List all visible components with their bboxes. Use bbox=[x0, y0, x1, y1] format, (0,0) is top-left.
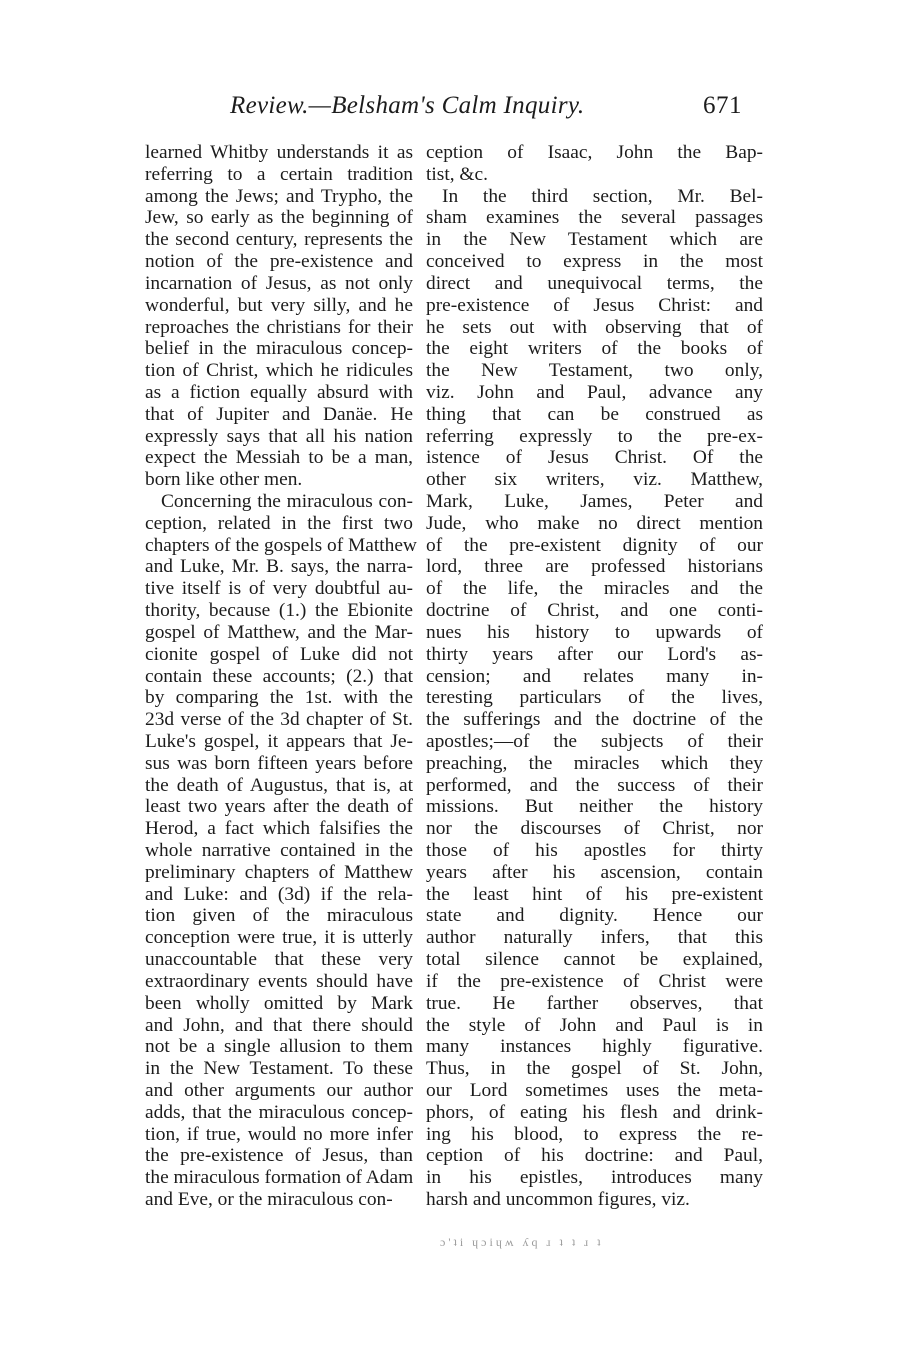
text-line: nues his history to upwards of bbox=[426, 621, 763, 643]
text-line: adds, that the miraculous concep- bbox=[145, 1101, 413, 1123]
text-line: the New Testament, two only, bbox=[426, 360, 763, 382]
text-line: conception were true, it is utterly bbox=[145, 927, 413, 949]
text-line: Luke's gospel, it appears that Je- bbox=[145, 730, 413, 752]
text-line: the eight writers of the books of bbox=[426, 338, 763, 360]
text-line: harsh and uncommon figures, viz. bbox=[426, 1189, 690, 1210]
text-line: in the New Testament. To these bbox=[145, 1058, 413, 1080]
text-line: notion of the pre-existence and bbox=[145, 251, 413, 273]
text-line: preliminary chapters of Matthew bbox=[145, 861, 413, 883]
text-line: tion given of the miraculous bbox=[145, 905, 413, 927]
text-line: ception of his doctrine: and Paul, bbox=[426, 1145, 763, 1167]
text-line: sus was born fifteen years before bbox=[145, 752, 413, 774]
text-line: ing his blood, to express the re- bbox=[426, 1123, 763, 1145]
text-line: other six writers, viz. Matthew, bbox=[426, 469, 763, 491]
text-line: he sets out with observing that of bbox=[426, 316, 763, 338]
text-line: and other arguments our author bbox=[145, 1079, 413, 1101]
text-line: direct and unequivocal terms, the bbox=[426, 272, 763, 294]
text-line: Jew, so early as the beginning of bbox=[145, 207, 413, 229]
text-line: author naturally infers, that this bbox=[426, 927, 763, 949]
text-line: our Lord sometimes uses the meta- bbox=[426, 1079, 763, 1101]
text-line: contain these accounts; (2.) that bbox=[145, 665, 413, 687]
text-line: apostles;—of the subjects of their bbox=[426, 730, 763, 752]
text-line: the miraculous formation of Adam bbox=[145, 1167, 414, 1189]
text-line: lord, three are professed historians bbox=[426, 556, 763, 578]
text-line: the death of Augustus, that is, at bbox=[145, 774, 413, 796]
text-line: gospel of Matthew, and the Mar- bbox=[145, 621, 413, 643]
text-line: referring expressly to the pre-ex- bbox=[426, 425, 763, 447]
text-line: ception, related in the first two bbox=[145, 512, 413, 534]
text-line: and John, and that there should bbox=[145, 1014, 413, 1036]
text-line: ception of Isaac, John the Bap- bbox=[426, 142, 763, 163]
text-line: been wholly omitted by Mark bbox=[145, 992, 413, 1014]
text-line: unaccountable that these very bbox=[145, 949, 413, 971]
text-line: reproaches the christians for their bbox=[145, 316, 413, 338]
text-line: teresting particulars of the lives, bbox=[426, 687, 763, 709]
text-line: Thus, in the gospel of St. John, bbox=[426, 1058, 763, 1080]
text-line: tive itself is of very doubtful au- bbox=[145, 578, 413, 600]
text-line: in the New Testament which are bbox=[426, 229, 763, 251]
text-line: tist, &c. bbox=[426, 163, 488, 185]
text-line: expressly says that all his nation bbox=[145, 425, 413, 447]
page-number: 671 bbox=[703, 92, 742, 119]
bleed-through-text: ɔ'ʇi ɥɔiɥʍ ʎq ɹ ʇ ʇ ɹ ʇ bbox=[440, 1235, 604, 1249]
text-line: if the pre-existence of Christ were bbox=[426, 970, 763, 992]
text-line: conceived to express in the most bbox=[426, 251, 763, 273]
text-line: among the Jews; and Trypho, the bbox=[145, 185, 413, 207]
text-line: thirty years after our Lord's as- bbox=[426, 643, 763, 665]
text-line: true. He farther observes, that bbox=[426, 992, 763, 1014]
text-line: extraordinary events should have bbox=[145, 970, 413, 992]
text-line: nor the discourses of Christ, nor bbox=[426, 818, 763, 840]
text-line: istence of Jesus Christ. Of the bbox=[426, 447, 763, 469]
text-line: many instances highly figurative. bbox=[426, 1036, 763, 1058]
text-line: Mark, Luke, James, Peter and bbox=[426, 491, 763, 512]
text-line: and Luke, Mr. B. says, the narra- bbox=[145, 556, 413, 578]
text-line: sham examines the several passages bbox=[426, 207, 763, 229]
running-header bbox=[0, 92, 905, 132]
text-line: the least hint of his pre-existent bbox=[426, 883, 763, 905]
text-line: years after his ascension, contain bbox=[426, 861, 763, 883]
text-line: and Eve, or the miraculous con- bbox=[145, 1189, 393, 1210]
text-line: wonderful, but very silly, and he bbox=[145, 294, 413, 316]
text-line: the second century, represents the bbox=[145, 229, 413, 251]
text-line: of the pre-existent dignity of our bbox=[426, 534, 763, 556]
text-line: the sufferings and the doctrine of the bbox=[426, 709, 763, 731]
text-line: the style of John and Paul is in bbox=[426, 1014, 763, 1036]
text-line: learned Whitby understands it as bbox=[145, 142, 413, 163]
text-line: the pre-existence of Jesus, than bbox=[145, 1145, 413, 1167]
text-line: Concerning the miraculous con- bbox=[161, 491, 413, 512]
text-line: as a fiction equally absurd with bbox=[145, 381, 413, 403]
text-line: by comparing the 1st. with the bbox=[145, 687, 413, 709]
text-line: doctrine of Christ, and one conti- bbox=[426, 600, 763, 622]
text-line: of the life, the miracles and the bbox=[426, 578, 763, 600]
text-line: tion of Christ, which he ridicules bbox=[145, 360, 413, 382]
text-line: expect the Messiah to be a man, bbox=[145, 447, 413, 469]
text-line: in his epistles, introduces many bbox=[426, 1167, 763, 1189]
text-line: whole narrative contained in the bbox=[145, 840, 413, 861]
text-line: thority, because (1.) the Ebionite bbox=[145, 600, 413, 622]
text-line: total silence cannot be explained, bbox=[426, 949, 763, 971]
text-line: referring to a certain tradition bbox=[145, 163, 413, 185]
text-line: preaching, the miracles which they bbox=[426, 752, 763, 774]
text-line: that of Jupiter and Danäe. He bbox=[145, 403, 413, 425]
text-line: belief in the miraculous concep- bbox=[145, 338, 413, 360]
text-line: state and dignity. Hence our bbox=[426, 905, 763, 927]
text-line: those of his apostles for thirty bbox=[426, 840, 763, 861]
text-line: tion, if true, would no more infer bbox=[145, 1123, 413, 1145]
text-line: cionite gospel of Luke did not bbox=[145, 643, 413, 665]
text-line: incarnation of Jesus, as not only bbox=[145, 272, 413, 294]
text-line: Jude, who make no direct mention bbox=[426, 512, 763, 534]
text-line: thing that can be construed as bbox=[426, 403, 763, 425]
right-text-column bbox=[426, 142, 763, 1211]
text-line: chapters of the gospels of Matthew bbox=[145, 534, 417, 556]
text-line: viz. John and Paul, advance any bbox=[426, 381, 763, 403]
text-line: least two years after the death of bbox=[145, 796, 413, 818]
text-line: In the third section, Mr. Bel- bbox=[442, 185, 763, 207]
text-line: not be a single allusion to them bbox=[145, 1036, 413, 1058]
left-text-column bbox=[145, 142, 417, 1211]
text-line: and Luke: and (3d) if the rela- bbox=[145, 883, 413, 905]
text-line: missions. But neither the history bbox=[426, 796, 763, 818]
text-line: cension; and relates many in- bbox=[426, 665, 763, 687]
text-line: born like other men. bbox=[145, 469, 303, 491]
running-title: Review.—Belsham's Calm Inquiry. bbox=[230, 92, 585, 119]
text-line: 23d verse of the 3d chapter of St. bbox=[145, 709, 413, 731]
text-line: phors, of eating his flesh and drink- bbox=[426, 1101, 763, 1123]
text-line: performed, and the success of their bbox=[426, 774, 763, 796]
text-line: Herod, a fact which falsifies the bbox=[145, 818, 413, 840]
text-line: pre-existence of Jesus Christ: and bbox=[426, 294, 763, 316]
